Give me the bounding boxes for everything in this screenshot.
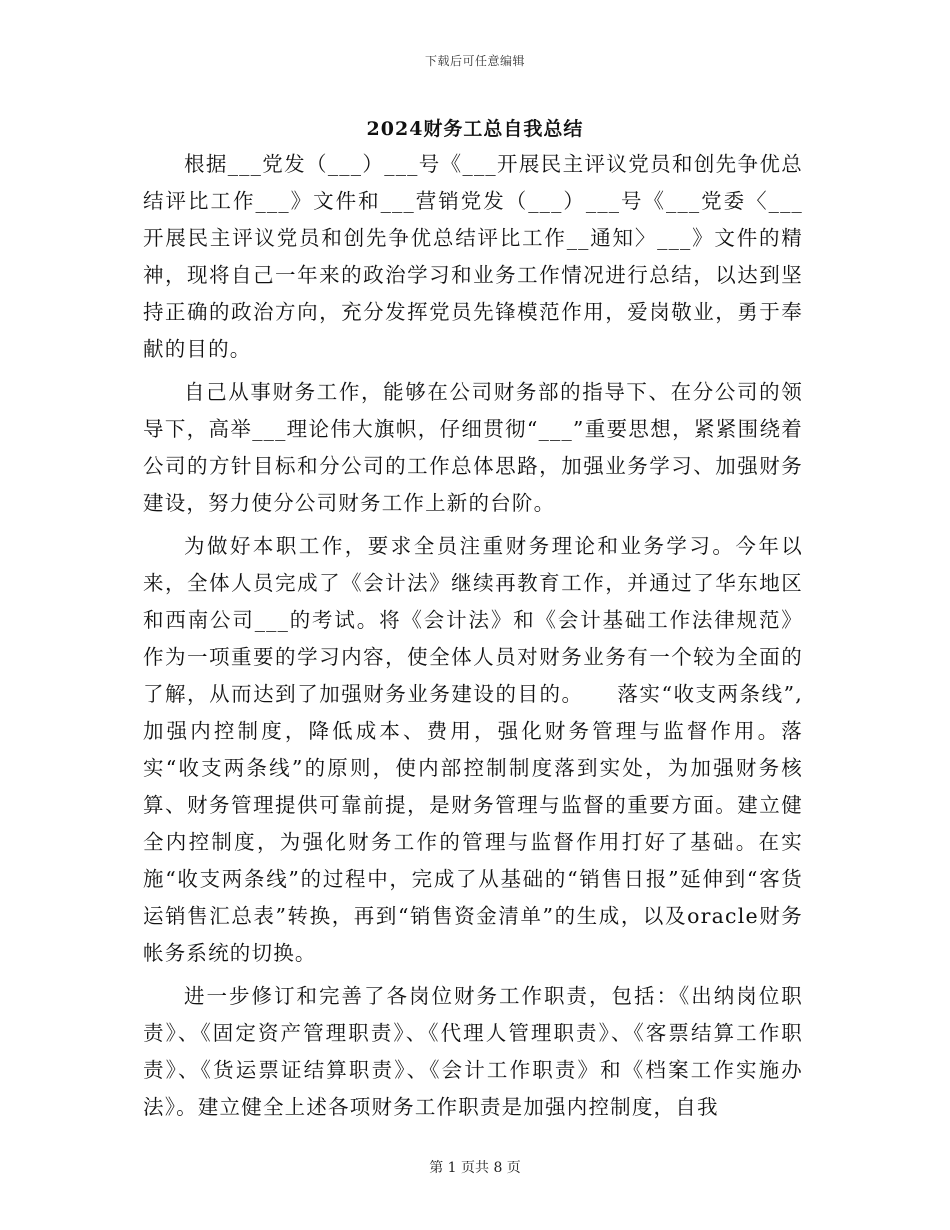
paragraph: 根据___党发（___）___号《___开展民主评议党员和创先争优总结评比工作___》文件和___营销党发（___）___号《___党委〈___开展民主评议党员和创先争优总结评比工作__通知〉___》文件的精神，现将自己一年来的政治学习和业务工作情况进行总结，以达到坚持正确的政治方向，充分发挥党员先锋模范作用，爱岗敬业，勇于奉献的目的。 <box>143 152 803 361</box>
document-title: 2024财务工总自我总结 <box>366 118 584 140</box>
page-number: 第 1 页共 8 页 <box>429 1160 521 1176</box>
header-note: 下载后可任意编辑 <box>424 54 525 68</box>
paragraph: 为做好本职工作，要求全员注重财务理论和业务学习。今年以来，全体人员完成了《会计法》继续再教育工作，并通过了华东地区和西南公司___的考试。将《会计法》和《会计基础工作法律规范》作为一项重要的学习内容，使全体人员对财务业务有一个较为全面的了解，从而达到了加强财务业务建设的目的。 落实“收支两条线”,加强内控制度，降低成本、费用，强化财务管理与监督作用。落实“收支两条线”的原则，使内部控制制度落到实处，为加强财务核算、财务管理提供可靠前提，是财务管理与监督的重要方面。建立健全内控制度，为强化财务工作的管理与监督作用打好了基础。在实施“收支两条线”的过程中，完成了从基础的“销售日报”延伸到“客货运销售汇总表”转换，再到“销售资金清单”的生成，以及oracle财务帐务系统的切换。 <box>143 534 803 965</box>
paragraph: 自己从事财务工作，能够在公司财务部的指导下、在分公司的领导下，高举___理论伟大旗帜，仔细贯彻“___”重要思想，紧紧围绕着公司的方针目标和分公司的工作总体思路，加强业务学习、加强财务建设，努力使分公司财务工作上新的台阶。 <box>143 380 803 515</box>
paragraph: 进一步修订和完善了各岗位财务工作职责，包括：《出纳岗位职责》、《固定资产管理职责》、《代理人管理职责》、《客票结算工作职责》、《货运票证结算职责》、《会计工作职责》和《档案工作实施办法》。建立健全上述各项财务工作职责是加强内控制度，自我 <box>143 984 803 1119</box>
document-body <box>143 146 803 1132</box>
